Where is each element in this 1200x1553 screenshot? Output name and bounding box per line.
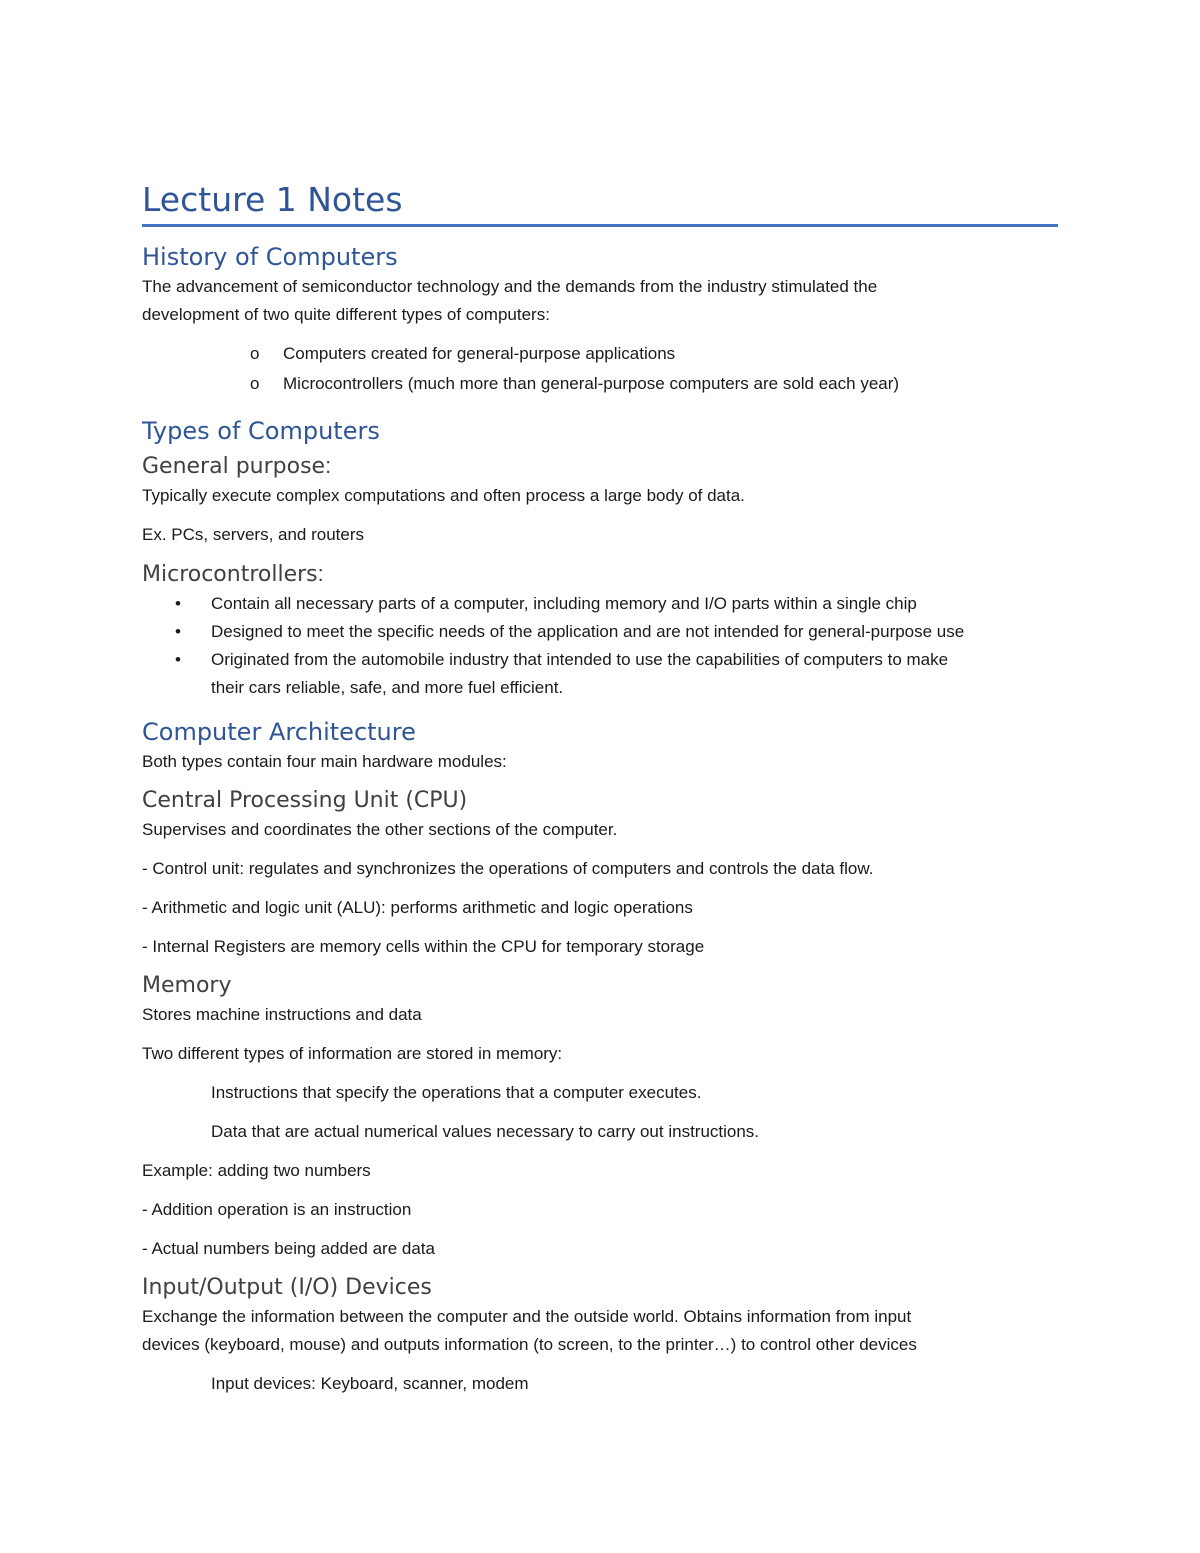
list-item-text-continued: their cars reliable, safe, and more fuel efficient. <box>211 678 564 697</box>
history-intro-line1: The advancement of semiconductor technology and the demands from the industry stimulated the <box>142 277 878 296</box>
list-item <box>142 618 1058 646</box>
heading-architecture: Computer Architecture <box>142 718 416 746</box>
list-item-text: Originated from the automobile industry that intended to use the capabilities of computers to make <box>211 650 949 669</box>
list-item <box>142 369 1058 399</box>
document-title: Lecture 1 Notes <box>142 178 1058 227</box>
cpu-alu: - Arithmetic and logic unit (ALU): performs arithmetic and logic operations <box>142 898 693 917</box>
heading-general-purpose-text: General purpose <box>142 454 326 479</box>
general-purpose-desc: Typically execute complex computations and often process a large body of data. <box>142 486 745 505</box>
memory-desc: Stores machine instructions and data <box>142 1005 422 1024</box>
bullet-icon: • <box>175 622 181 641</box>
memory-data: Data that are actual numerical values necessary to carry out instructions. <box>211 1122 760 1141</box>
general-purpose-example: Ex. PCs, servers, and routers <box>142 525 365 544</box>
io-input-devices: Input devices: Keyboard, scanner, modem <box>211 1374 529 1393</box>
list-item-text: Microcontrollers (much more than general-purpose computers are sold each year) <box>283 374 900 393</box>
heading-general-purpose <box>142 451 1058 482</box>
memory-example: Example: adding two numbers <box>142 1161 371 1180</box>
cpu-registers: - Internal Registers are memory cells within the CPU for temporary storage <box>142 937 705 956</box>
section-history <box>142 241 1058 399</box>
io-desc-line2: devices (keyboard, mouse) and outputs information (to screen, to the printer…) to control other devices <box>142 1335 917 1354</box>
bullet-icon: • <box>175 594 181 613</box>
history-list <box>142 339 1058 399</box>
list-item <box>142 590 1058 618</box>
heading-cpu: Central Processing Unit (CPU) <box>142 788 468 813</box>
heading-history: History of Computers <box>142 243 398 271</box>
heading-colon: : <box>325 453 332 478</box>
list-item <box>142 646 1058 702</box>
section-architecture <box>142 716 1058 1398</box>
cpu-desc: Supervises and coordinates the other sections of the computer. <box>142 820 618 839</box>
history-intro-line2: development of two quite different types of computers: <box>142 305 550 324</box>
bullet-icon: • <box>175 650 181 669</box>
architecture-intro: Both types contain four main hardware modules: <box>142 752 507 771</box>
list-item <box>142 339 1058 369</box>
heading-colon: : <box>317 561 324 586</box>
cpu-control-unit: - Control unit: regulates and synchronizes the operations of computers and controls the data flow. <box>142 859 874 878</box>
memory-example-instruction: - Addition operation is an instruction <box>142 1200 412 1219</box>
list-item-text: Contain all necessary parts of a computer, including memory and I/O parts within a single chip <box>211 594 917 613</box>
section-types <box>142 415 1058 702</box>
circle-bullet-icon: o <box>250 344 260 363</box>
heading-types: Types of Computers <box>142 417 380 445</box>
document-body <box>142 178 1058 1398</box>
memory-types-intro: Two different types of information are stored in memory: <box>142 1044 563 1063</box>
heading-microcontrollers <box>142 559 1058 590</box>
heading-memory: Memory <box>142 973 232 998</box>
io-desc-line1: Exchange the information between the computer and the outside world. Obtains information from input <box>142 1307 912 1326</box>
heading-io-devices: Input/Output (I/O) Devices <box>142 1275 432 1300</box>
memory-instructions: Instructions that specify the operations that a computer executes. <box>211 1083 702 1102</box>
list-item-text: Designed to meet the specific needs of the application and are not intended for general-purpose use <box>211 622 965 641</box>
list-item-text: Computers created for general-purpose applications <box>283 344 676 363</box>
memory-example-data: - Actual numbers being added are data <box>142 1239 435 1258</box>
microcontrollers-list <box>142 590 1058 702</box>
circle-bullet-icon: o <box>250 374 260 393</box>
heading-microcontrollers-text: Microcontrollers <box>142 562 318 587</box>
